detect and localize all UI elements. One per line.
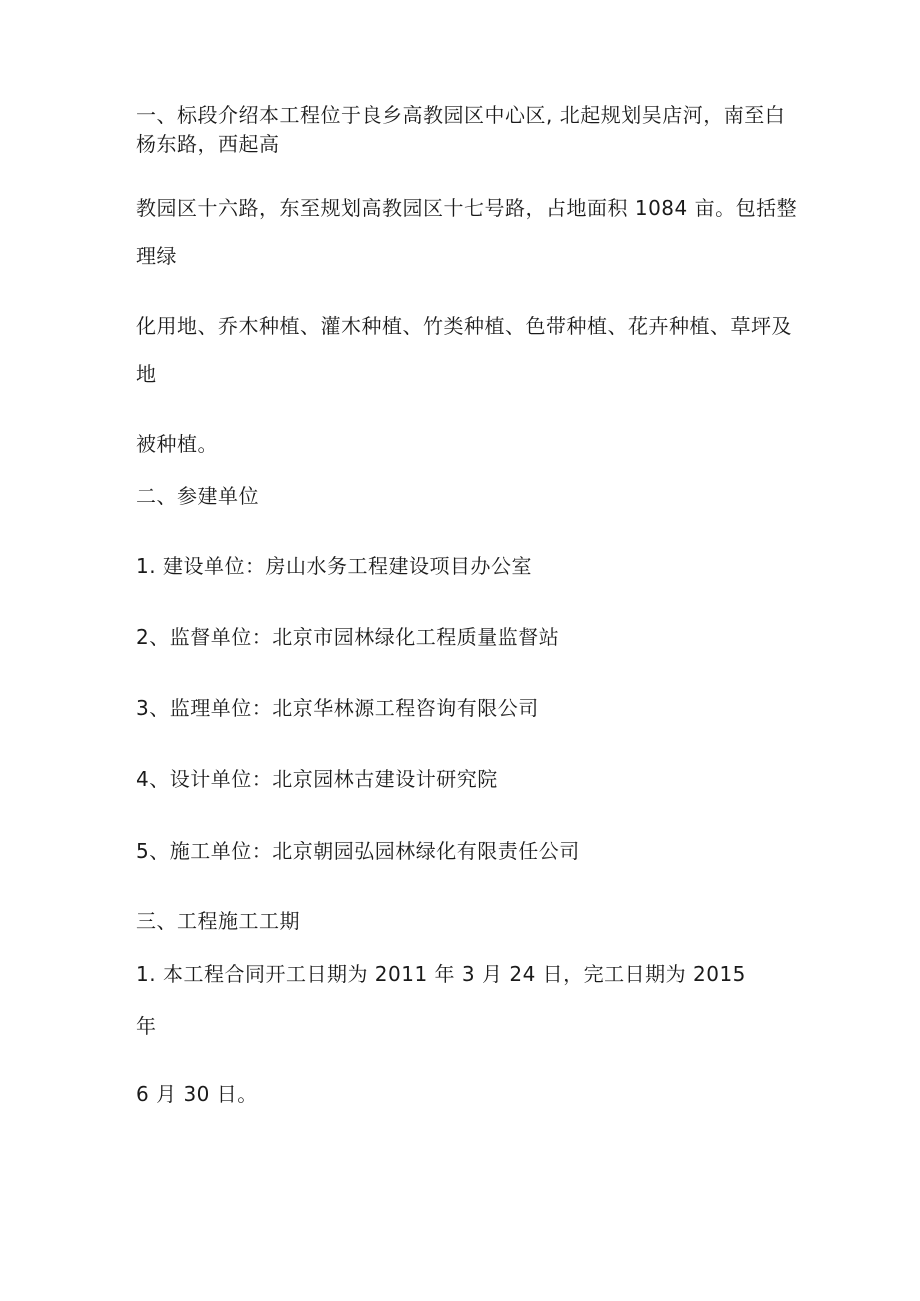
text-line: 教园区十六路，东至规划高教园区十七号路，占地面积 1084 亩。包括整 [136,196,798,220]
list-item: 5、施工单位：北京朝园弘园林绿化有限责任公司 [136,839,580,863]
text-line: 6 月 30 日。 [136,1082,258,1106]
list-item: 4、设计单位：北京园林古建设计研究院 [136,767,498,791]
section-heading: 三、工程施工工期 [136,909,300,933]
list-item: 2、监督单位：北京市园林绿化工程质量监督站 [136,625,560,649]
list-item: 3、监理单位：北京华林源工程咨询有限公司 [136,696,539,720]
text-line: 1. 本工程合同开工日期为 2011 年 3 月 24 日，完工日期为 2015 [136,962,746,986]
list-item: 1. 建设单位：房山水务工程建设项目办公室 [136,554,532,578]
text-line: 地 [136,362,157,386]
text-line: 一、标段介绍本工程位于良乡高教园区中心区, 北起规划吴店河，南至白 [136,103,786,127]
text-line: 被种植。 [136,432,218,456]
text-line: 年 [136,1014,157,1038]
text-line: 化用地、乔木种植、灌木种植、竹类种植、色带种植、花卉种植、草坪及 [136,314,792,338]
text-line: 理绿 [136,244,177,268]
text-line: 杨东路，西起高 [136,132,280,156]
section-heading: 二、参建单位 [136,484,259,508]
